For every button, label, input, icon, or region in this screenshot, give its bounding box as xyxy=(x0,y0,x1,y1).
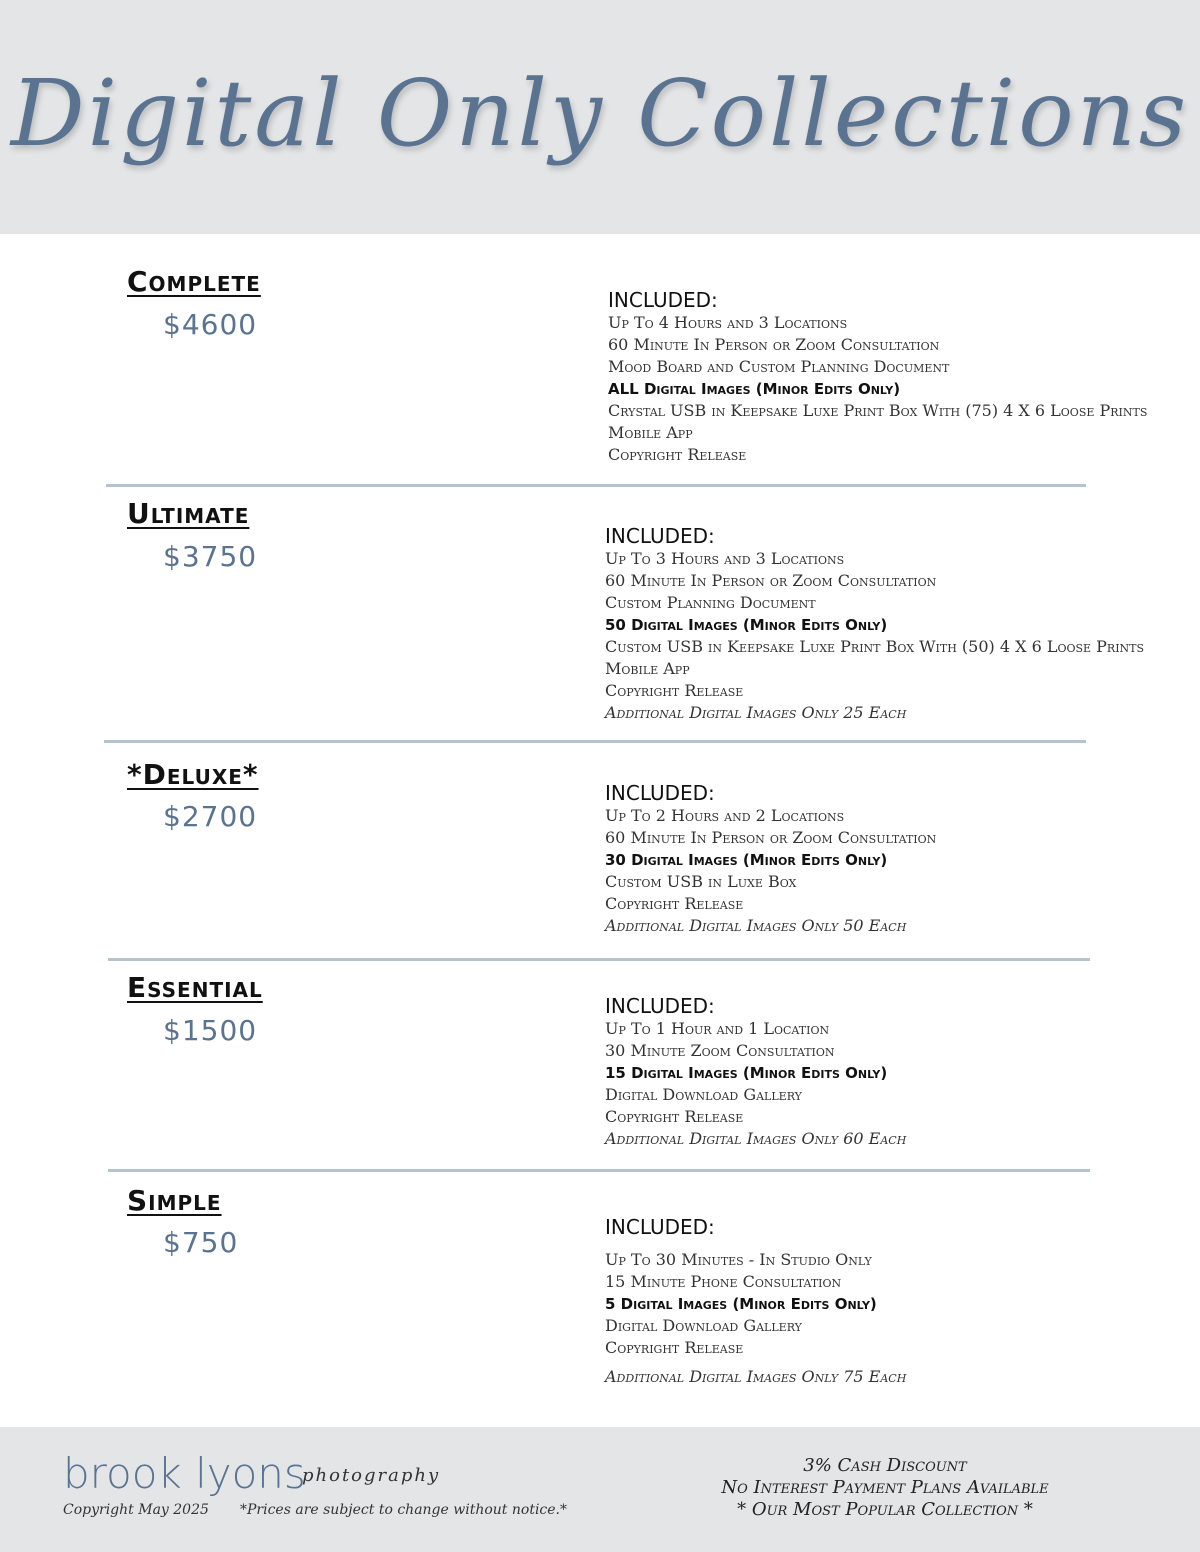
feature-item: 60 Minute In Person or Zoom Consultation xyxy=(605,828,937,847)
footer-note: 3% Cash Discount xyxy=(803,1455,967,1476)
included-label: INCLUDED: xyxy=(608,288,718,312)
feature-item: Up To 3 Hours and 3 Locations xyxy=(605,549,845,568)
included-label: INCLUDED: xyxy=(605,524,715,548)
feature-item: Mood Board and Custom Planning Document xyxy=(608,357,950,376)
price-disclaimer: *Prices are subject to change without notice.* xyxy=(240,1502,568,1518)
feature-item: Copyright Release xyxy=(608,445,747,464)
package-name: Complete xyxy=(127,265,261,298)
package-name: Simple xyxy=(127,1184,222,1217)
feature-item: Custom Planning Document xyxy=(605,593,816,612)
package-price: $2700 xyxy=(163,800,258,833)
feature-item: Mobile App xyxy=(608,423,693,442)
package-details xyxy=(605,1215,906,1388)
feature-item: Up To 1 Hour and 1 Location xyxy=(605,1019,830,1038)
package-details xyxy=(608,288,1147,466)
feature-item: 50 Digital Images (Minor Edits Only) xyxy=(605,616,888,634)
divider xyxy=(106,484,1086,487)
feature-item: Copyright Release xyxy=(605,681,744,700)
feature-item: Custom USB in Luxe Box xyxy=(605,872,797,891)
feature-list xyxy=(605,548,1144,724)
included-label: INCLUDED: xyxy=(605,994,715,1018)
divider xyxy=(104,740,1086,743)
package-price: $1500 xyxy=(163,1014,258,1047)
feature-item: Copyright Release xyxy=(605,894,744,913)
package-name: Ultimate xyxy=(127,497,250,530)
page-header xyxy=(0,0,1200,234)
package-details xyxy=(605,994,906,1150)
feature-item: Crystal USB in Keepsake Luxe Print Box With (75) 4 X 6 Loose Prints xyxy=(608,401,1148,420)
footer-note: * Our Most Popular Collection * xyxy=(737,1499,1033,1520)
package-name: *Deluxe* xyxy=(127,758,259,791)
feature-item: Digital Download Gallery xyxy=(605,1316,802,1335)
footer-note: No Interest Payment Plans Available xyxy=(721,1477,1049,1498)
brand-logo: brook lyons xyxy=(63,1449,306,1498)
feature-item: 5 Digital Images (Minor Edits Only) xyxy=(605,1295,877,1313)
included-label: INCLUDED: xyxy=(605,1215,715,1239)
feature-item: 15 Minute Phone Consultation xyxy=(605,1272,842,1291)
feature-list xyxy=(605,1249,906,1388)
feature-item: Up To 2 Hours and 2 Locations xyxy=(605,806,845,825)
feature-item: Mobile App xyxy=(605,659,690,678)
copyright-text: Copyright May 2025 xyxy=(63,1502,209,1518)
feature-item: Up To 4 Hours and 3 Locations xyxy=(608,313,848,332)
page-footer xyxy=(0,1427,1200,1552)
feature-item: Copyright Release xyxy=(605,1107,744,1126)
feature-item: Copyright Release xyxy=(605,1338,744,1357)
feature-item: Custom USB in Keepsake Luxe Print Box With (50) 4 X 6 Loose Prints xyxy=(605,637,1145,656)
feature-list xyxy=(605,1018,906,1150)
package-price: $3750 xyxy=(163,540,258,573)
feature-item: Additional Digital Images Only 50 Each xyxy=(605,916,907,935)
package-details xyxy=(605,524,1144,724)
divider xyxy=(108,958,1090,961)
feature-item: Digital Download Gallery xyxy=(605,1085,802,1104)
feature-item: 15 Digital Images (Minor Edits Only) xyxy=(605,1064,888,1082)
package-details xyxy=(605,781,936,937)
feature-item: 60 Minute In Person or Zoom Consultation xyxy=(608,335,940,354)
feature-item: Additional Digital Images Only 60 Each xyxy=(605,1129,907,1148)
feature-item: Additional Digital Images Only 25 Each xyxy=(605,703,907,722)
feature-list xyxy=(608,312,1147,466)
feature-item: 30 Minute Zoom Consultation xyxy=(605,1041,835,1060)
included-label: INCLUDED: xyxy=(605,781,715,805)
package-price: $4600 xyxy=(163,308,258,341)
divider xyxy=(108,1169,1090,1172)
page-title: Digital Only Collections xyxy=(10,60,1190,167)
feature-item: Up To 30 Minutes - In Studio Only xyxy=(605,1250,872,1269)
footer-notes xyxy=(700,1455,1070,1521)
feature-item: 60 Minute In Person or Zoom Consultation xyxy=(605,571,937,590)
feature-item: 30 Digital Images (Minor Edits Only) xyxy=(605,851,888,869)
package-name: Essential xyxy=(127,971,263,1004)
feature-item: ALL Digital Images (Minor Edits Only) xyxy=(608,380,901,398)
feature-item: Additional Digital Images Only 75 Each xyxy=(605,1367,907,1386)
feature-list xyxy=(605,805,936,937)
brand-logo-subtitle: photography xyxy=(302,1465,441,1486)
package-price: $750 xyxy=(163,1226,239,1259)
